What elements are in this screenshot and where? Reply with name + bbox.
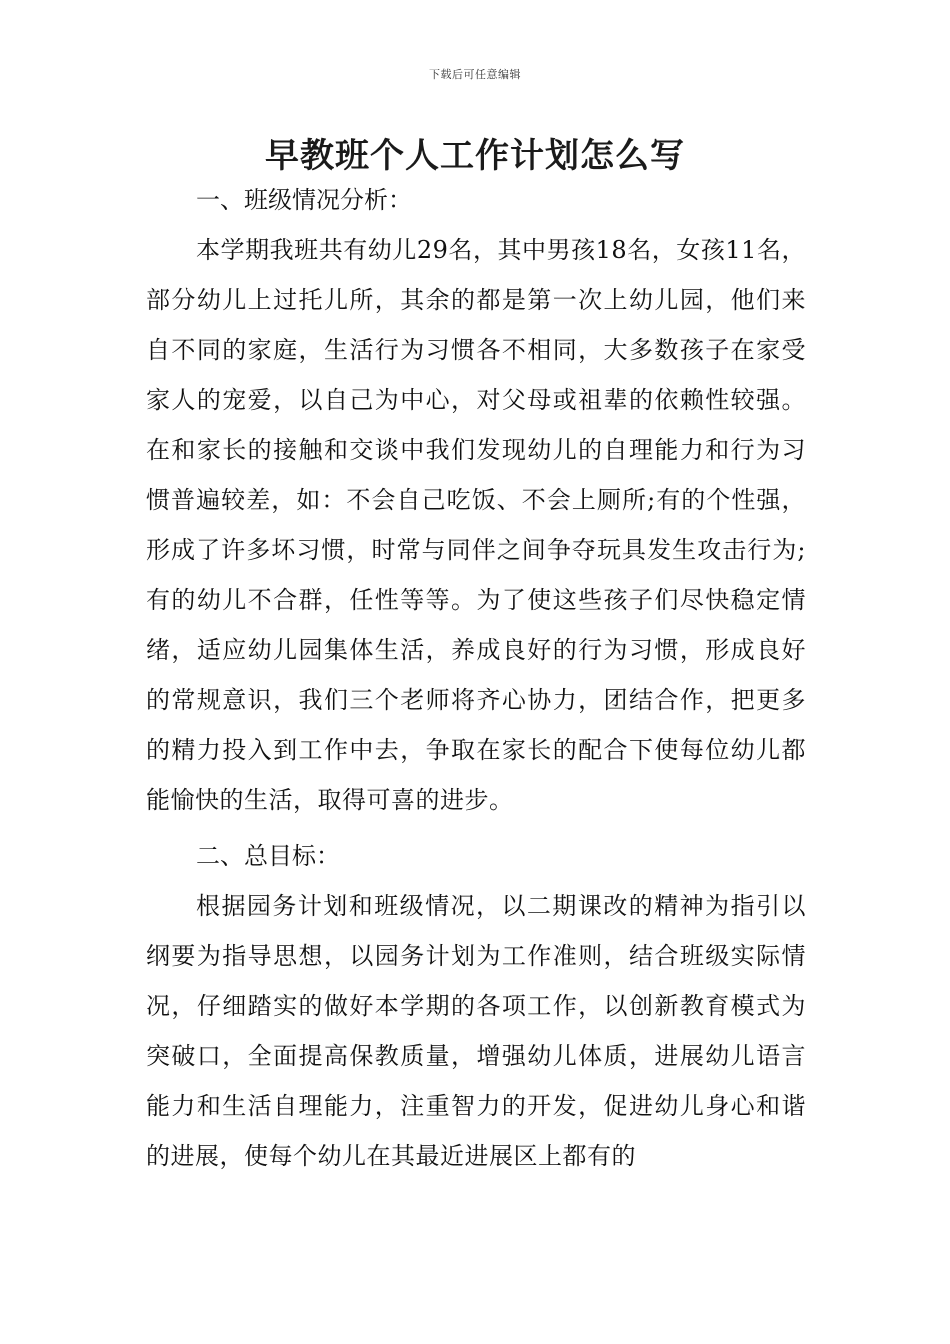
document-title: 早教班个人工作计划怎么写 xyxy=(265,136,685,176)
header-note: 下载后可任意编辑 xyxy=(429,68,521,81)
section-heading-class-analysis: 一、班级情况分析： xyxy=(196,186,412,214)
section-paragraph-class-analysis: 本学期我班共有幼儿29名，其中男孩18名，女孩11名，部分幼儿上过托儿所，其余的都是第一次上幼儿园，他们来自不同的家庭，生活行为习惯各不相同，大多数孩子在家受家人的宠爱，以自己为中心，对父母或祖辈的依赖性较强。在和家长的接触和交谈中我们发现幼儿的自理能力和行为习惯普遍较差，如：不会自己吃饭、不会上厕所;有的个性强，形成了许多坏习惯，时常与同伴之间争夺玩具发生攻击行为;有的幼儿不合群，任性等等。为了使这些孩子们尽快稳定情绪，适应幼儿园集体生活，养成良好的行为习惯，形成良好的常规意识，我们三个老师将齐心协力，团结合作，把更多的精力投入到工作中去，争取在家长的配合下使每位幼儿都能愉快的生活，取得可喜的进步。 xyxy=(146,236,806,814)
document-body xyxy=(146,175,806,1181)
section-paragraph-overall-goal: 根据园务计划和班级情况，以二期课改的精神为指引以纲要为指导思想，以园务计划为工作准则，结合班级实际情况，仔细踏实的做好本学期的各项工作，以创新教育模式为突破口，全面提高保教质量，增强幼儿体质，进展幼儿语言能力和生活自理能力，注重智力的开发，促进幼儿身心和谐的进展，使每个幼儿在其最近进展区上都有的 xyxy=(146,892,806,1170)
section-heading-overall-goal: 二、总目标： xyxy=(196,842,340,870)
